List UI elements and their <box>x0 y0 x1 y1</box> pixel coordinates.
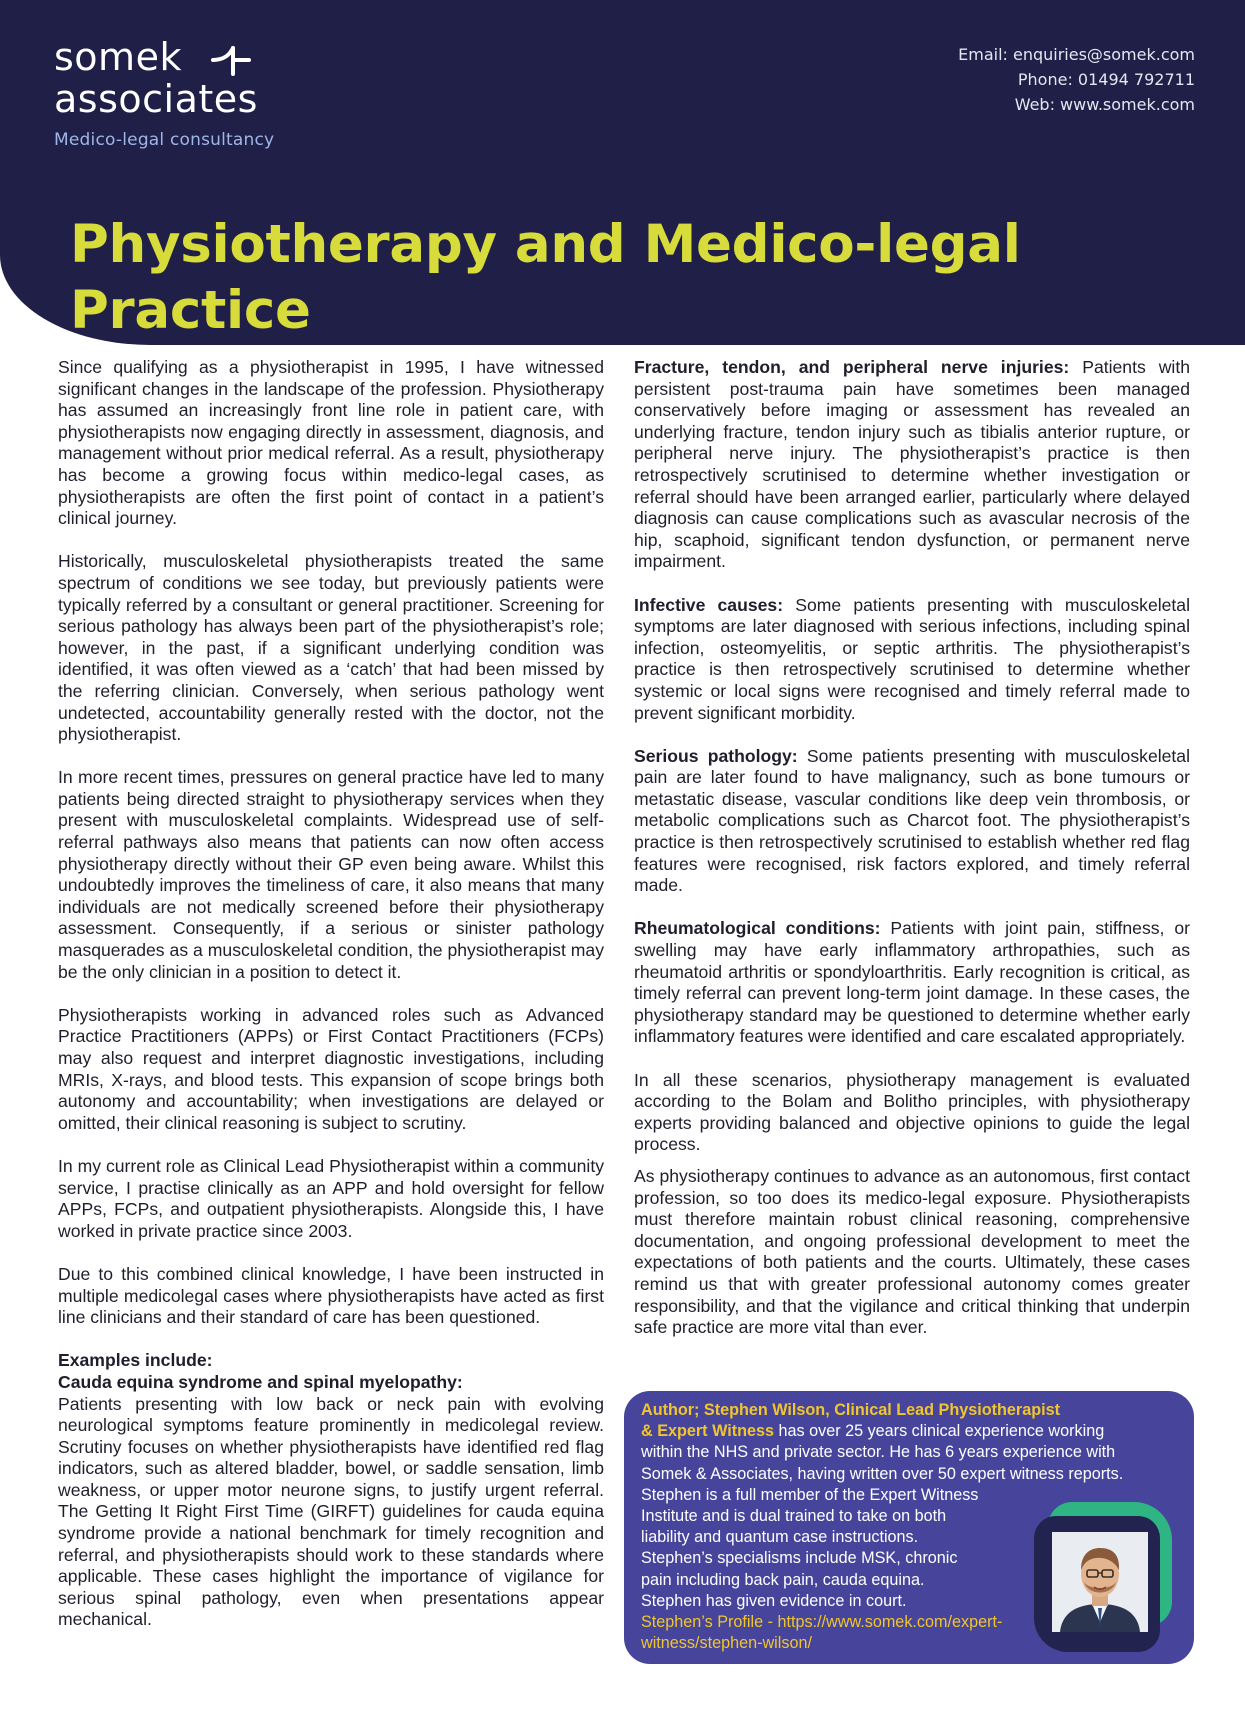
author-bio-line2: within the NHS and private sector. He has 6 years experience with <box>641 1443 1116 1462</box>
logo-name-line2: associates <box>54 77 258 121</box>
plus-mark-icon <box>211 42 251 78</box>
left-column <box>58 357 604 1631</box>
author-profile-line2: witness/stephen-wilson/ <box>641 1634 812 1653</box>
somek-logo[interactable] <box>54 36 274 150</box>
paragraph-serious <box>634 746 1190 897</box>
author-bio-line5: Institute and is dual trained to take on both <box>641 1507 947 1526</box>
logo-name-line1: somek <box>54 35 182 79</box>
header-banner <box>0 0 1245 345</box>
paragraph-bolam: In all these scenarios, physiotherapy management is evaluated according to the Bolam and Bolitho principles, with physiotherapy experts providing balanced and objective opinions to guide the legal process. <box>634 1069 1190 1155</box>
paragraph-intro: Since qualifying as a physiotherapist in 1995, I have witnessed significant changes in the landscape of the profession. Physiotherapy has assumed an increasingly front line role in patient care, with physiotherapists now engaging directly in assessment, diagnosis, and management without prior medical referral. As a result, physiotherapy has become a growing focus within medico-legal cases, as physiotherapists are often the first point of contact in a patient’s clinical journey. <box>58 357 604 529</box>
paragraph-infective <box>634 595 1190 725</box>
author-photo-frame <box>1034 1502 1172 1652</box>
paragraph-history: Historically, musculoskeletal physiotherapists treated the same spectrum of conditions we see today, but previously patients were typically referred by a consultant or general practitioner. Screening for serious pathology has always been part of the physiotherapist’s role; however, in the past, if a significant underlying condition was identified, it was often viewed as a ‘catch’ that had been missed by the referring clinician. Conversely, when serious pathology went undetected, accountability generally rested with the doctor, not the physiotherapist. <box>58 551 604 745</box>
author-name-line2: & Expert Witness <box>641 1422 774 1441</box>
author-box <box>624 1391 1194 1664</box>
author-name-line1: Author; Stephen Wilson, Clinical Lead Physiotherapist <box>641 1401 1060 1419</box>
author-bio-line3: Somek & Associates, having written over 50 expert witness reports. <box>641 1464 1124 1483</box>
right-column <box>634 357 1190 1339</box>
infective-heading: Infective causes: <box>634 594 784 615</box>
page-title: Physiotherapy and Medico-legal Practice <box>70 214 1021 341</box>
paragraph-recent: In more recent times, pressures on general practice have led to many patients being directed straight to physiotherapy services when they present with musculoskeletal complaints. Widespread use of self-referral pathways also means that patients can now often access physiotherapy directly without their GP even being aware. Whilst this undoubtedly improves the timeliness of care, it also means that many individuals are not medically screened before their physiotherapy assessment. Consequently, if a serious or sinister pathology masquerades as a musculoskeletal condition, the physiotherapist may be the only clinician in a position to detect it. <box>58 767 604 982</box>
paragraph-instructed: Due to this combined clinical knowledge, I have been instructed in multiple medicolegal cases where physiotherapists have acted as first line clinicians and their standard of care has been questioned. <box>58 1263 604 1328</box>
author-bio1-rest: has over 25 years clinical experience working <box>774 1422 1105 1441</box>
examples-heading: Examples include: <box>58 1350 213 1371</box>
paragraph-current-role: In my current role as Clinical Lead Physiotherapist within a community service, I practise clinically as an APP and hold oversight for fellow APPs, FCPs, and outpatient physiotherapists. Alongside this, I have worked in private practice since 2003. <box>58 1155 604 1241</box>
fracture-text: Patients with persistent post-trauma pain have sometimes been managed conservatively before imaging or assessment has revealed an underlying fracture, tendon injury such as tibialis anterior rupture, or peripheral nerve injury. The physiotherapist’s practice is then retrospectively scrutinised to determine whether investigation or referral should have been arranged earlier, particularly where delayed diagnosis can cause complications such as avascular necrosis of the hip, scaphoid, significant tendon dysfunction, or permanent nerve impairment. <box>634 357 1191 572</box>
fracture-heading: Fracture, tendon, and peripheral nerve injuries: <box>634 357 1070 377</box>
logo-tagline: Medico-legal consultancy <box>54 130 275 150</box>
serious-heading: Serious pathology: <box>634 745 798 766</box>
contact-web[interactable]: Web: www.somek.com <box>1014 95 1195 114</box>
author-bio-line9: Stephen has given evidence in court. <box>641 1591 907 1610</box>
rheum-heading: Rheumatological conditions: <box>634 918 881 939</box>
cauda-heading: Cauda equina syndrome and spinal myelopathy: <box>58 1371 463 1392</box>
author-bio-line8: pain including back pain, cauda equina. <box>641 1570 925 1589</box>
person-portrait-icon <box>1052 1532 1148 1632</box>
contact-block <box>958 42 1195 117</box>
author-bio-line6: liability and quantum case instructions. <box>641 1528 919 1547</box>
paragraph-conclusion: As physiotherapy continues to advance as an autonomous, first contact profession, so too does its medico-legal exposure. Physiotherapists must therefore maintain robust clinical reasoning, comprehensive documentation, and ongoing professional development to meet the expectations of both patients and the courts. Ultimately, these cases remind us that with greater professional autonomy comes greater responsibility, and that the vigilance and critical thinking that underpin safe practice are more vital than ever. <box>634 1165 1190 1338</box>
paragraph-advanced-roles: Physiotherapists working in advanced roles such as Advanced Practice Practitioners (APPs) or First Contact Practitioners (FCPs) may also request and interpret diagnostic investigations, including MRIs, X-rays, and blood tests. This expansion of scope brings both autonomy and accountability; when investigations are delayed or omitted, their clinical reasoning is subject to scrutiny. <box>58 1004 604 1133</box>
infective-text: Some patients presenting with musculoskeletal symptoms are later diagnosed with serious infections, including spinal infection, osteomyelitis, or septic arthritis. The physiotherapist’s practice is then retrospectively scrutinised to determine whether systemic or local signs were recognised and timely referral made to prevent significant morbidity. <box>634 594 1190 723</box>
serious-text: Some patients presenting with musculoskeletal pain are later found to have malignancy, such as bone tumours or metastatic disease, vascular conditions like deep vein thrombosis, or metabolic complications such as Charcot foot. The physiotherapist’s practice is then retrospectively scrutinised to establish whether red flag features were recognised, risk factors explored, and timely referral made. <box>634 745 1190 896</box>
contact-email[interactable]: Email: enquiries@somek.com <box>958 45 1195 64</box>
author-bio-line7: Stephen’s specialisms include MSK, chronic <box>641 1549 958 1568</box>
author-photo <box>1052 1532 1148 1632</box>
rheum-text: Patients with joint pain, stiffness, or swelling may have early inflammatory arthropathies, such as rheumatoid arthritis or spondyloarthritis. Early recognition is critical, as timely referral can prevent long-term joint damage. In these cases, the physiotherapy standard may be questioned to determine whether early inflammatory features were identified and care escalated appropriately. <box>634 918 1190 1047</box>
contact-phone[interactable]: Phone: 01494 792711 <box>1017 70 1195 89</box>
author-profile-line1: Stephen’s Profile - https://www.somek.com/expert- <box>641 1613 1003 1632</box>
cauda-text: Patients presenting with low back or neck pain with evolving neurological symptoms feature prominently in medicolegal review. Scrutiny focuses on whether physiotherapists have identified red flag indicators, such as altered bladder, bowel, or saddle sensation, limb weakness, or upper motor neurone signs, to justify urgent referral. The Getting It Right First Time (GIRFT) guidelines for cauda equina syndrome provide a national benchmark for timely recognition and referral, and physiotherapists should work to these standards where applicable. These cases highlight the importance of vigilance for serious spinal pathology, even when presentations appear mechanical. <box>58 1393 604 1630</box>
author-bio-line4: Stephen is a full member of the Expert Witness <box>641 1485 979 1504</box>
paragraph-rheumatological <box>634 918 1190 1048</box>
paragraph-fracture <box>634 357 1190 573</box>
examples-section <box>58 1350 604 1631</box>
author-bio-line1 <box>641 1421 1177 1442</box>
